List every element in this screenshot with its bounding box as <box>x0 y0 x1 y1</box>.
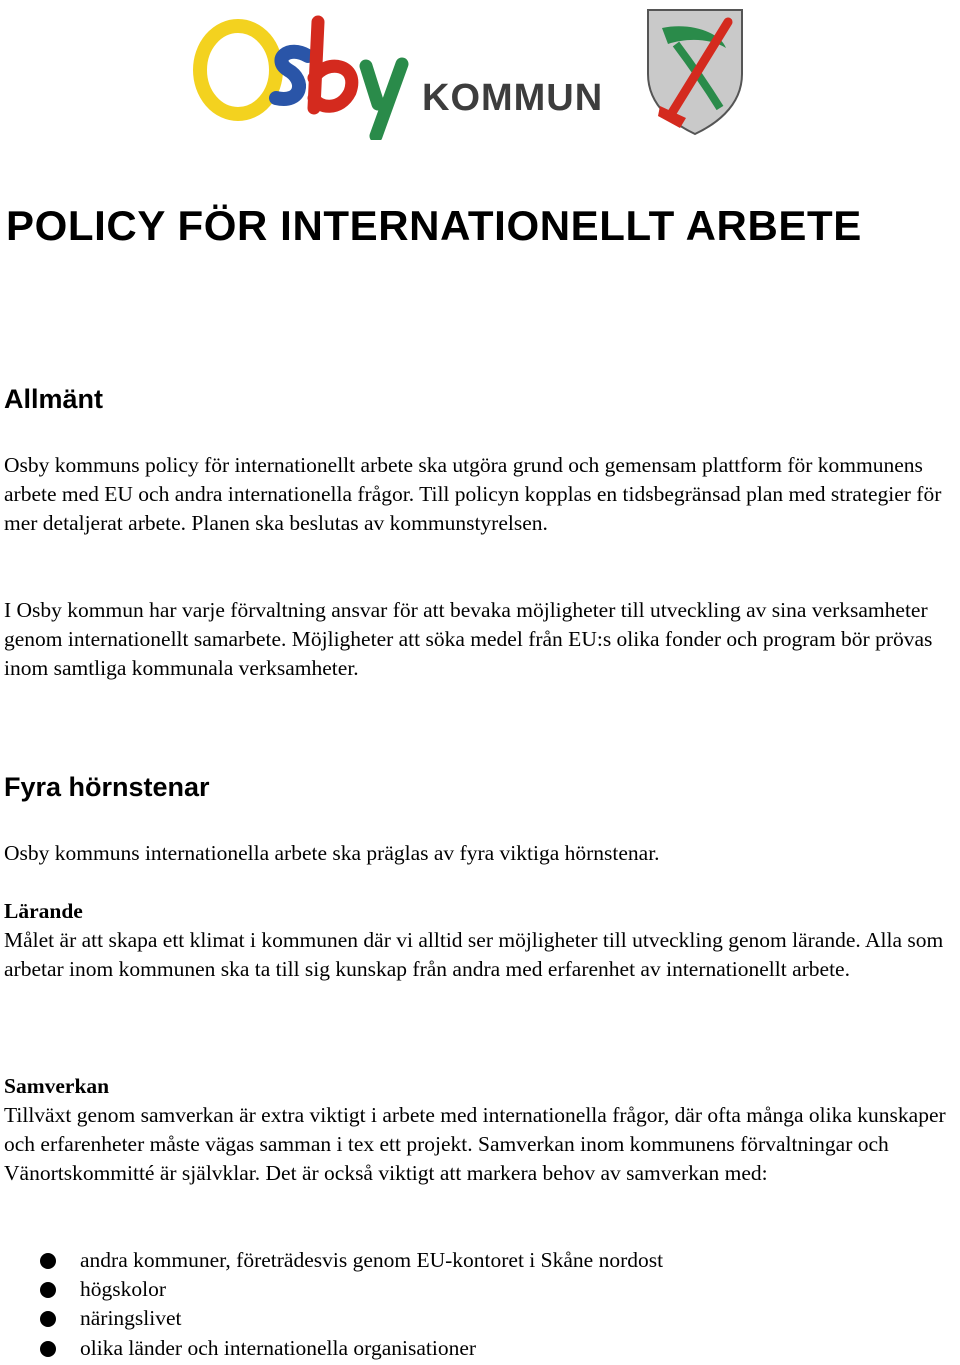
osby-kommun-logo <box>190 8 750 140</box>
subheading-larande: Lärande <box>4 899 83 923</box>
subheading-samverkan: Samverkan <box>4 1074 110 1098</box>
samverkan-bullet-list <box>0 1246 663 1363</box>
section-heading-allmant: Allmänt <box>4 384 104 414</box>
section-heading-fyra-hornstenar: Fyra hörnstenar <box>4 772 210 802</box>
list-item <box>0 1334 663 1363</box>
list-item <box>0 1275 663 1304</box>
bullet-dot-icon <box>40 1311 56 1327</box>
document-title: POLICY FÖR INTERNATIONELLT ARBETE <box>6 202 862 249</box>
list-item <box>0 1246 663 1275</box>
bullet-dot-icon <box>40 1253 56 1269</box>
fyra-hornstenar-intro: Osby kommuns internationella arbete ska präglas av fyra viktiga hörnstenar. <box>4 841 660 865</box>
coat-of-arms-icon <box>648 10 742 134</box>
larande-paragraph: Målet är att skapa ett klimat i kommunen där vi alltid ser möjligheter till utveckling genom lärande. Alla som arbetar inom kommunen ska ta till sig kunskap från andra med erfarenhet av internationellt arbete. <box>4 928 944 982</box>
samverkan-paragraph: Tillväxt genom samverkan är extra viktigt i arbete med internationella frågor, där ofta många olika kunskaper och erfarenheter måste vägas samman i tex ett projekt. Samverkan inom kommunens förvaltningar och Vänortskommitté är självklar. Det är också viktigt att markera behov av samverkan med: <box>4 1103 946 1186</box>
list-item <box>0 1304 663 1333</box>
list-item-text: andra kommuner, företrädesvis genom EU-kontoret i Skåne nordost <box>80 1248 664 1272</box>
list-item-text: olika länder och internationella organisationer <box>80 1335 477 1360</box>
allmant-paragraph-2: I Osby kommun har varje förvaltning ansvar för att bevaka möjligheter till utveckling av sina verksamheter genom internationellt samarbete. Möjligheter att söka medel från EU:s olika fonder och program bör prövas inom samtliga kommunala verksamheter. <box>4 598 933 681</box>
kommun-wordmark: KOMMUN <box>422 77 604 119</box>
allmant-paragraph-1: Osby kommuns policy för internationellt arbete ska utgöra grund och gemensam plattform för kommunens arbete med EU och andra internationella frågor. Till policyn kopplas en tidsbegränsad plan med strategier för mer detaljerat arbete. Planen ska beslutas av kommunstyrelsen. <box>4 453 942 536</box>
list-item-text: näringslivet <box>80 1306 182 1331</box>
osby-wordmark-graphic <box>200 22 402 136</box>
bullet-dot-icon <box>40 1341 56 1357</box>
list-item-text: högskolor <box>80 1277 166 1302</box>
bullet-dot-icon <box>40 1282 56 1298</box>
